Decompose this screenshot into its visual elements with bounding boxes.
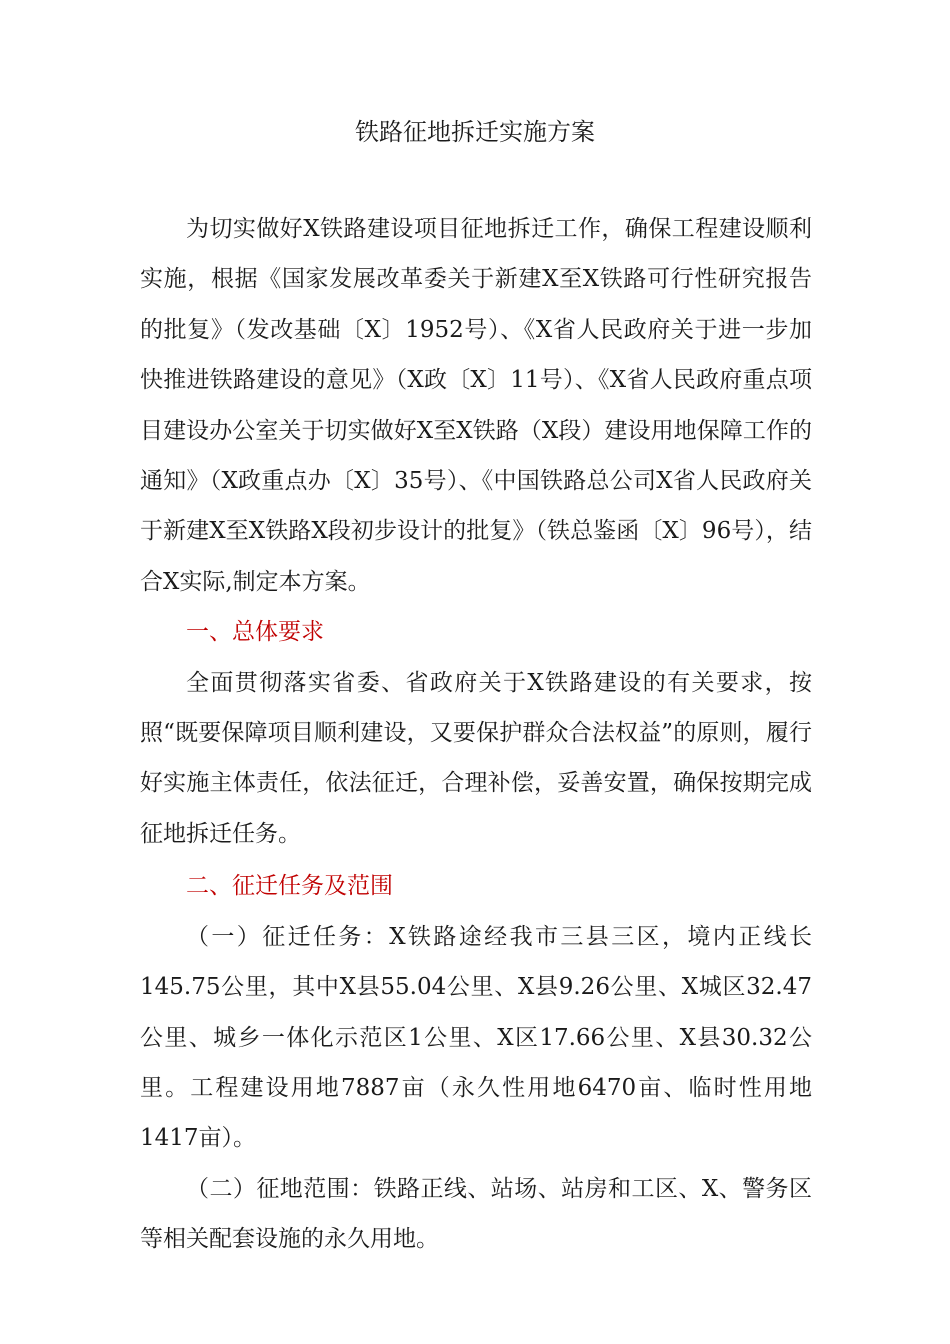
- section-heading-overall-requirements: 一、总体要求: [186, 619, 324, 646]
- tasks-paragraph: （一）征迁任务：X铁路途经我市三县三区，境内正线长145.75公里，其中X县55.04公里、X县9.26公里、X城区32.47公里、城乡一体化示范区1公里、X区17.66公里、X县30.32公里。工程建设用地7887亩（永久性用地6470亩、临时性用地1417亩）。: [140, 923, 812, 1152]
- document-body: [140, 204, 812, 1265]
- document-title: 铁路征地拆迁实施方案: [355, 118, 595, 146]
- scope-paragraph: （二）征地范围：铁路正线、站场、站房和工区、X、警务区等相关配套设施的永久用地。: [140, 1175, 812, 1253]
- section-heading-tasks-scope: 二、征迁任务及范围: [186, 873, 393, 900]
- overall-requirements-paragraph: 全面贯彻落实省委、省政府关于X铁路建设的有关要求，按照“既要保障项目顺利建设，又要保护群众合法权益”的原则，履行好实施主体责任，依法征迁，合理补偿，妥善安置，确保按期完成征地拆迁任务。: [140, 669, 812, 847]
- intro-paragraph: 为切实做好X铁路建设项目征地拆迁工作，确保工程建设顺利实施，根据《国家发展改革委关于新建X至X铁路可行性研究报告的批复》（发改基础〔X〕1952号）、《X省人民政府关于进一步加快推进铁路建设的意见》（X政〔X〕11号）、《X省人民政府重点项目建设办公室关于切实做好X至X铁路（X段）建设用地保障工作的通知》（X政重点办〔X〕35号）、《中国铁路总公司X省人民政府关于新建X至X铁路X段初步设计的批复》（铁总鉴函〔X〕96号），结合X实际,制定本方案。: [140, 216, 812, 595]
